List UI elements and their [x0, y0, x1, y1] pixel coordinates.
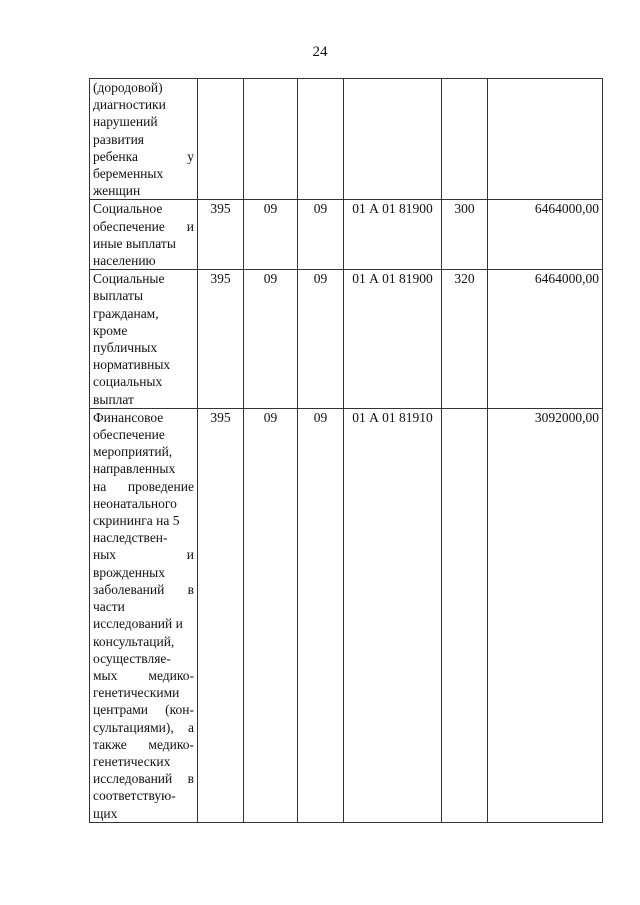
name-line: щих — [93, 805, 118, 821]
cell-gr — [198, 79, 244, 200]
cell-pr — [298, 79, 344, 200]
name-line: части — [93, 599, 125, 615]
name-line: развития — [93, 131, 145, 147]
cell-pr: 09 — [298, 270, 344, 409]
cell-pr: 09 — [298, 200, 344, 270]
name-line: генетическими — [93, 685, 180, 701]
table-row — [90, 79, 603, 200]
cell-csr — [344, 79, 442, 200]
name-line: публичных — [93, 340, 158, 356]
name-line: мых медико- — [93, 667, 194, 683]
name-line: неонатального — [93, 495, 177, 511]
name-line: выплат — [93, 391, 134, 407]
budget-table — [89, 78, 603, 823]
name-line: консультаций, — [93, 633, 175, 649]
name-line: обеспечение и — [93, 218, 194, 234]
cell-pr: 09 — [298, 408, 344, 822]
name-line: Финансовое — [93, 409, 164, 425]
name-line: мероприятий, — [93, 444, 173, 460]
name-line: осуществляе- — [93, 650, 171, 666]
cell-name — [90, 200, 198, 270]
cell-gr: 395 — [198, 408, 244, 822]
name-line: также медико- — [93, 736, 194, 752]
name-line: иные выплаты — [93, 235, 176, 251]
name-line: нормативных — [93, 357, 171, 373]
table-row — [90, 200, 603, 270]
cell-sum — [488, 79, 603, 200]
cell-rz: 09 — [244, 200, 298, 270]
cell-rz: 09 — [244, 270, 298, 409]
name-line: Социальные — [93, 271, 165, 287]
table-row — [90, 270, 603, 409]
cell-rz: 09 — [244, 408, 298, 822]
name-line: социальных — [93, 374, 163, 390]
cell-csr: 01 А 01 81900 — [344, 200, 442, 270]
cell-sum: 6464000,00 — [488, 270, 603, 409]
name-line: обеспечение — [93, 427, 165, 443]
cell-vr: 300 — [442, 200, 488, 270]
cell-csr: 01 А 01 81900 — [344, 270, 442, 409]
cell-vr — [442, 79, 488, 200]
name-line: ребенка у — [93, 148, 194, 164]
name-line: центрами (кон- — [93, 702, 194, 718]
cell-csr: 01 А 01 81910 — [344, 408, 442, 822]
name-line: нарушений — [93, 114, 158, 130]
name-line: заболеваний в — [93, 581, 194, 597]
name-line: направленных — [93, 461, 176, 477]
name-line: наследствен- — [93, 530, 168, 546]
name-line: Социальное — [93, 201, 163, 217]
name-line: гражданам, — [93, 305, 159, 321]
cell-sum: 6464000,00 — [488, 200, 603, 270]
name-line: на проведение — [93, 478, 194, 494]
cell-gr: 395 — [198, 270, 244, 409]
page-number: 24 — [312, 44, 328, 60]
cell-gr: 395 — [198, 200, 244, 270]
name-line: ных и — [93, 547, 194, 563]
cell-rz — [244, 79, 298, 200]
cell-name — [90, 79, 198, 200]
name-line: (дородовой) — [93, 80, 163, 95]
name-line: скрининга на 5 — [93, 513, 180, 529]
name-line: врожденных — [93, 564, 165, 580]
name-line: генетических — [93, 753, 171, 769]
name-line: беременных — [93, 166, 164, 182]
name-line: диагностики — [93, 97, 166, 113]
name-line: кроме — [93, 322, 128, 338]
cell-name — [90, 270, 198, 409]
name-line: исследований и — [93, 616, 183, 632]
name-line: женщин — [93, 183, 141, 199]
name-line: выплаты — [93, 288, 144, 304]
cell-sum: 3092000,00 — [488, 408, 603, 822]
name-line: исследований в — [93, 771, 194, 787]
name-line: сультациями), а — [93, 719, 194, 735]
cell-name — [90, 408, 198, 822]
name-line: населению — [93, 253, 156, 269]
cell-vr: 320 — [442, 270, 488, 409]
name-line: соответствую- — [93, 788, 176, 804]
cell-vr — [442, 408, 488, 822]
table-row — [90, 408, 603, 822]
